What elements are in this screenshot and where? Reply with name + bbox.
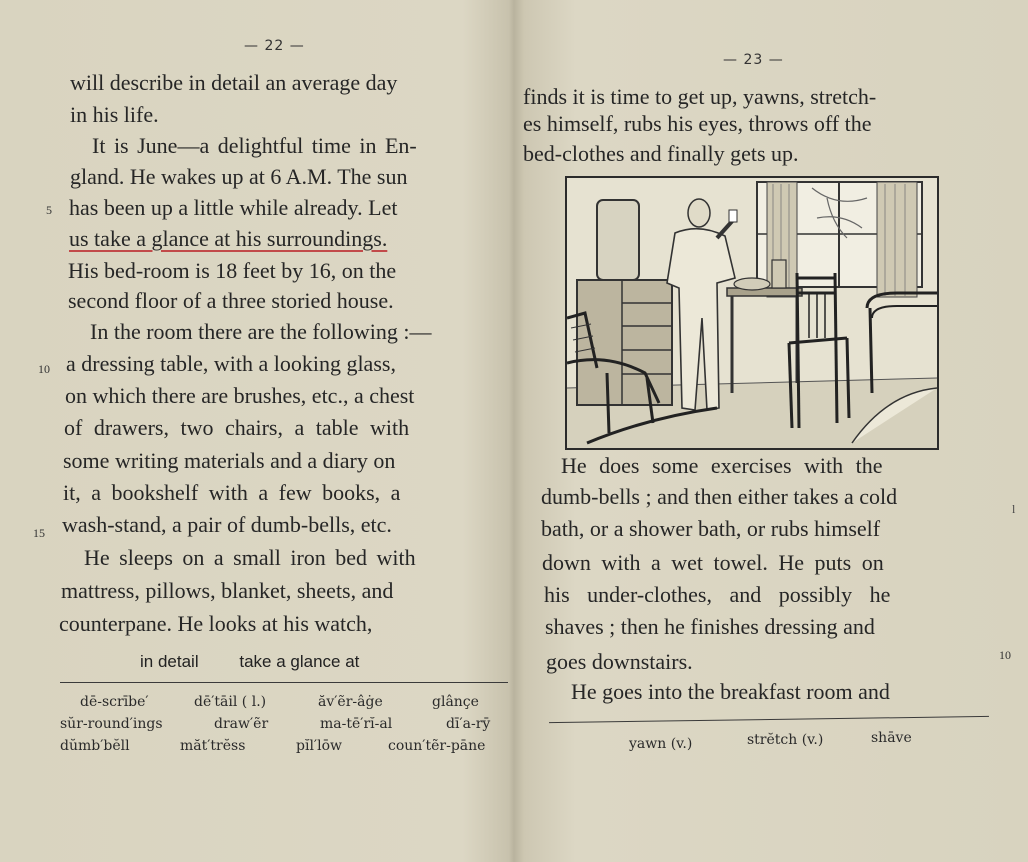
line-number: 10 — [38, 362, 50, 376]
text-line: has been up a little while already. Let — [69, 195, 398, 220]
text-line: es himself, rubs his eyes, throws off the — [523, 111, 872, 136]
pronunciation-word: draw′ẽr — [214, 716, 269, 732]
phrase: take a glance at — [239, 652, 360, 671]
right-page — [515, 0, 1028, 862]
text-line: He does some exercises with the — [561, 453, 883, 478]
pronunciation-word: sŭr-round′ings — [60, 716, 163, 732]
text-line: his under-clothes, and possibly he — [544, 582, 891, 607]
text-line: some writing materials and a diary on — [63, 448, 396, 473]
text-line: wash-stand, a pair of dumb-bells, etc. — [62, 512, 392, 537]
illustration-man-at-washstand — [565, 176, 939, 450]
text-line: finds it is time to get up, yawns, stretch- — [523, 84, 877, 109]
text-line: on which there are brushes, etc., a chest — [65, 383, 415, 408]
pronunciation-word: glânçe — [432, 694, 479, 710]
pronunciation-word: dē-scrībe′ — [80, 694, 149, 710]
page-number-left: — 22 — — [244, 38, 305, 54]
text-line: mattress, pillows, blanket, sheets, and — [61, 578, 394, 603]
pronunciation-word: dŭmb′bĕll — [60, 738, 130, 754]
pronunciation-word: dī′a-rȳ — [446, 716, 491, 732]
divider-rule — [549, 716, 989, 723]
pronunciation-word: yawn (v.) — [629, 736, 693, 752]
text-line: dumb-bells ; and then either takes a cold — [541, 484, 898, 509]
pronunciation-word: măt′trĕss — [180, 738, 246, 754]
text-line: second floor of a three storied house. — [68, 288, 394, 313]
text-line: His bed-room is 18 feet by 16, on the — [68, 258, 397, 283]
text-line: gland. He wakes up at 6 A.M. The sun — [70, 164, 408, 189]
text-line: down with a wet towel. He puts on — [542, 550, 884, 575]
phrase: in detail — [140, 652, 199, 671]
text-line: goes downstairs. — [546, 649, 693, 674]
text-line: It is June—a delightful time in En- — [92, 133, 417, 158]
text-line: it, a bookshelf with a few books, a — [63, 480, 401, 505]
line-number: 5 — [46, 203, 52, 217]
text-line — [70, 70, 397, 96]
pronunciation-word: coun′tẽr-pāne — [388, 738, 486, 754]
text-line: in his life. — [70, 102, 159, 127]
text-line: us take a glance at his surroundings. — [69, 226, 388, 251]
pronunciation-word: shāve — [871, 730, 912, 746]
line-text-part: will describe in detail an average day — [70, 70, 398, 95]
pronunciation-word: strĕtch (v.) — [747, 732, 824, 748]
text-line: bed-clothes and finally gets up. — [523, 141, 799, 166]
text-line: shaves ; then he finishes dressing and — [545, 614, 875, 639]
line-number: 15 — [33, 526, 45, 540]
text-line: He goes into the breakfast room and — [571, 679, 890, 704]
text-line: bath, or a shower bath, or rubs himself — [541, 516, 881, 541]
pronunciation-word: ma-tē′rĭ-al — [320, 716, 393, 732]
stray-mark: l — [1012, 502, 1016, 516]
phrase-row — [140, 652, 395, 672]
pronunciation-word: ăv′ẽr-âġe — [318, 694, 383, 710]
line-number: 10 — [999, 648, 1011, 662]
bedroom-illustration — [567, 178, 937, 448]
page-number-right: — 23 — — [723, 52, 784, 68]
divider-rule — [60, 682, 508, 683]
text-line: a dressing table, with a looking glass, — [66, 351, 396, 376]
text-line: of drawers, two chairs, a table with — [64, 415, 410, 440]
text-line: counterpane. He looks at his watch, — [59, 611, 373, 636]
pronunciation-word: dē′tāil ( l.) — [194, 694, 267, 710]
pronunciation-word: pĭl′lōw — [296, 738, 342, 754]
text-line: He sleeps on a small iron bed with — [84, 545, 416, 570]
text-line: In the room there are the following :— — [90, 319, 432, 344]
